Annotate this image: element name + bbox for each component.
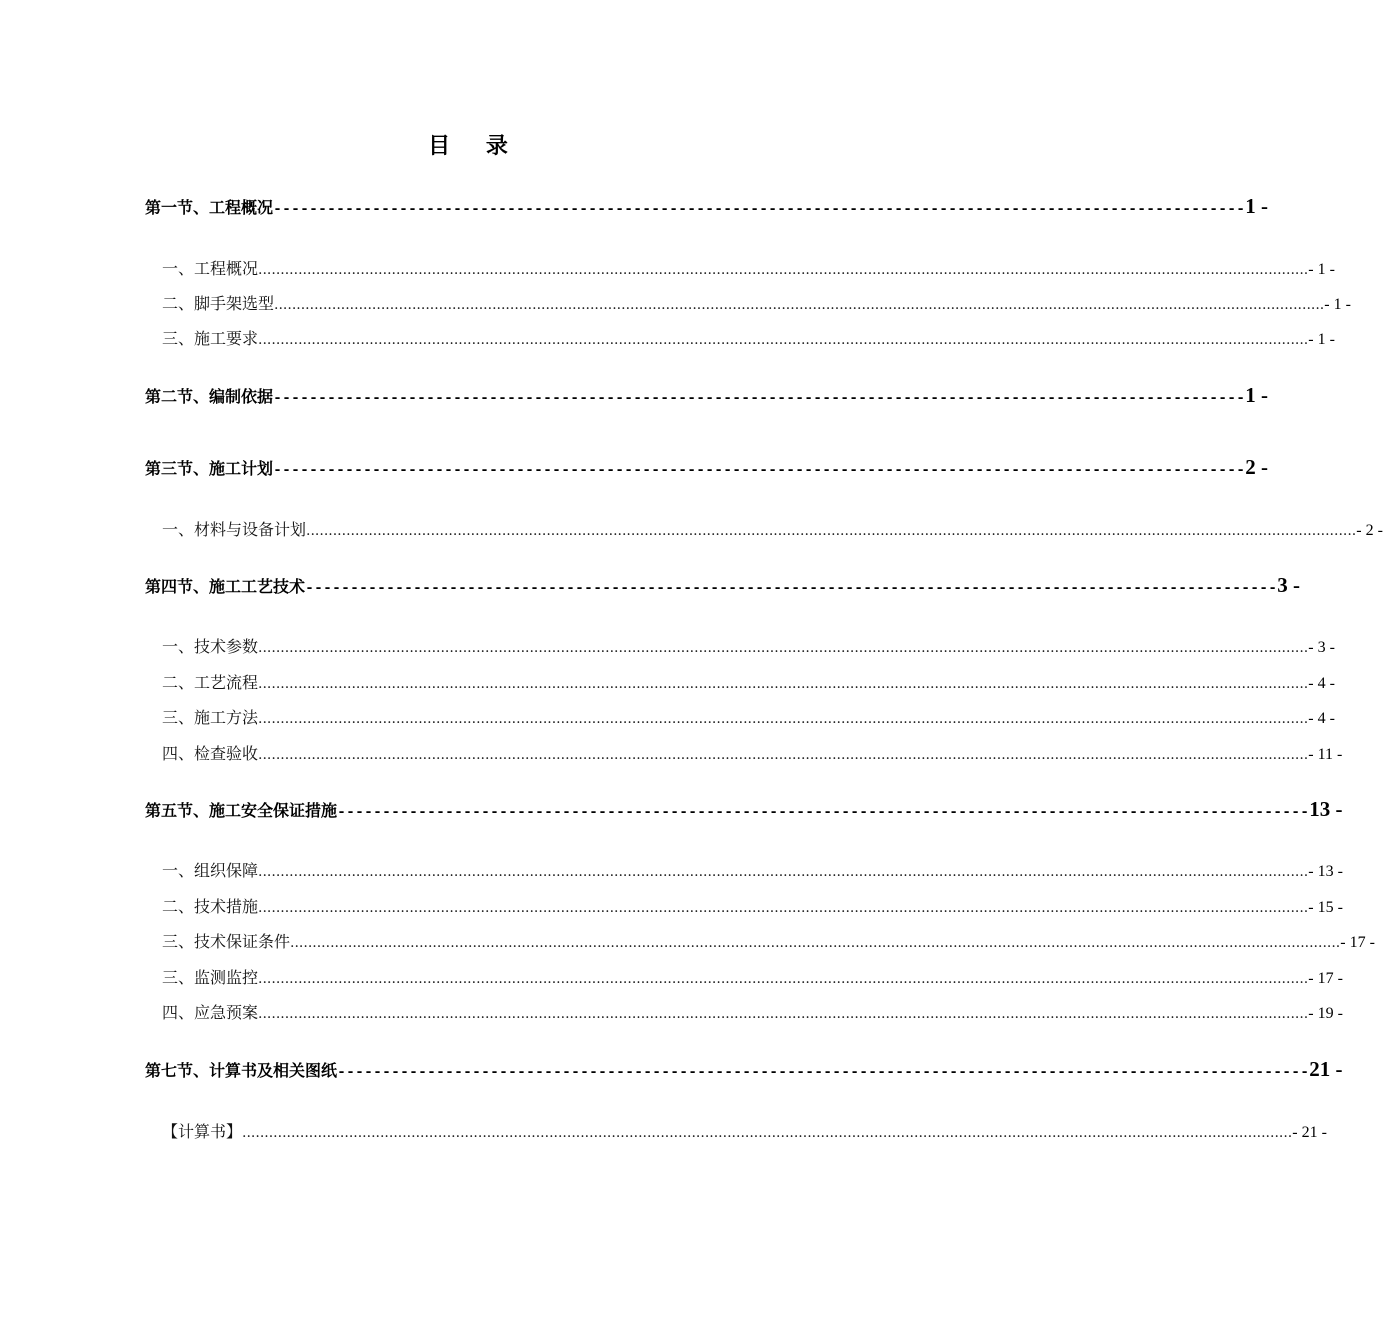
toc-leader: ............................................................................................................................................................................................................................................ [258,640,1309,656]
toc-item[interactable] [162,741,1343,765]
toc-leader: ------------------------------------------------------------------------------------------------------------ [337,804,1310,821]
toc-leader: ............................................................................................................................................................................................................................................ [258,900,1309,916]
toc-entry-label: 第一节、工程概况 [145,198,274,217]
toc-item[interactable] [162,256,1335,280]
toc-item[interactable] [162,705,1335,729]
toc-page-number: - 3 - [1308,639,1335,656]
toc-leader: ------------------------------------------------------------------------------------------------------------ [337,1064,1310,1081]
toc-section-7[interactable] [145,1057,1343,1087]
toc-entry-label: 三、施工要求 [162,329,259,348]
toc-entry-label: 二、工艺流程 [162,673,259,692]
toc-section-1[interactable] [145,194,1268,224]
toc-item[interactable] [162,291,1351,315]
toc-leader: ............................................................................................................................................................................................................................................ [242,1125,1293,1141]
toc-entry-label: 二、技术措施 [162,897,259,916]
toc-page-number: - 1 - [1308,331,1335,348]
toc-entry-label: 一、技术参数 [162,637,259,656]
toc-page-number: 1 - [1245,383,1268,407]
toc-entry-label: 四、检查验收 [162,744,259,763]
toc-item[interactable] [162,634,1335,658]
toc-entry-label: 第五节、施工安全保证措施 [145,801,338,820]
toc-item[interactable] [162,858,1343,882]
page-title: 目 录 [428,133,522,159]
toc-page-number: - 4 - [1308,675,1335,692]
toc-page-number: 3 - [1277,573,1300,597]
toc-leader: ............................................................................................................................................................................................................................................ [274,297,1325,313]
toc-section-4[interactable] [145,573,1300,603]
toc-item[interactable] [162,326,1335,350]
toc-page-number: - 17 - [1308,970,1343,987]
toc-page-number: - 11 - [1308,746,1343,763]
toc-leader: ............................................................................................................................................................................................................................................ [258,332,1309,348]
toc-item[interactable] [162,1119,1327,1143]
toc-section-5[interactable] [145,797,1343,827]
toc-entry-label: 【计算书】 [162,1122,243,1141]
toc-page-number: 21 - [1309,1057,1343,1081]
toc-entry-label: 第四节、施工工艺技术 [145,577,306,596]
toc-item[interactable] [162,929,1375,953]
toc-leader: ............................................................................................................................................................................................................................................ [258,676,1309,692]
toc-page-number: 2 - [1245,455,1268,479]
toc-entry-label: 四、应急预案 [162,1003,259,1022]
toc-page-number: - 1 - [1324,296,1351,313]
toc-item[interactable] [162,894,1343,918]
toc-leader: ............................................................................................................................................................................................................................................ [258,1006,1309,1022]
toc-leader: ............................................................................................................................................................................................................................................ [258,971,1309,987]
toc-leader: ............................................................................................................................................................................................................................................ [258,711,1309,727]
toc-leader: ............................................................................................................................................................................................................................................ [258,747,1309,763]
toc-page-number: - 4 - [1308,710,1335,727]
toc-section-3[interactable] [145,455,1268,485]
toc-page-number: - 1 - [1308,261,1335,278]
toc-leader: ............................................................................................................................................................................................................................................ [258,262,1309,278]
toc-page-number: - 19 - [1308,1005,1343,1022]
toc-entry-label: 第七节、计算书及相关图纸 [145,1061,338,1080]
toc-entry-label: 一、材料与设备计划 [162,520,307,539]
toc-section-2[interactable] [145,383,1268,413]
toc-page-number: - 15 - [1308,899,1343,916]
toc-item[interactable] [162,965,1343,989]
toc-page-number: 1 - [1245,194,1268,218]
toc-page-number: - 17 - [1340,934,1375,951]
toc-leader: ------------------------------------------------------------------------------------------------------------ [273,462,1246,479]
toc-entry-label: 二、脚手架选型 [162,294,275,313]
toc-entry-label: 第二节、编制依据 [145,387,274,406]
toc-leader: ------------------------------------------------------------------------------------------------------------ [273,390,1246,407]
toc-entry-label: 三、技术保证条件 [162,932,291,951]
toc-page-number: - 13 - [1308,863,1343,880]
toc-leader: ------------------------------------------------------------------------------------------------------------ [273,201,1246,218]
toc-page-number: - 21 - [1292,1124,1327,1141]
toc-page-number: - 2 - [1356,522,1383,539]
toc-item[interactable] [162,1000,1343,1024]
toc-page-number: 13 - [1309,797,1343,821]
toc-entry-label: 三、监测监控 [162,968,259,987]
toc-leader: ............................................................................................................................................................................................................................................ [290,935,1341,951]
toc-item[interactable] [162,517,1383,541]
toc-entry-label: 三、施工方法 [162,708,259,727]
toc-entry-label: 一、组织保障 [162,861,259,880]
toc-item[interactable] [162,670,1335,694]
toc-entry-label: 一、工程概况 [162,259,259,278]
toc-leader: ------------------------------------------------------------------------------------------------------------ [305,580,1278,597]
toc-leader: ............................................................................................................................................................................................................................................ [258,864,1309,880]
toc-entry-label: 第三节、施工计划 [145,459,274,478]
toc-leader: ............................................................................................................................................................................................................................................ [306,523,1357,539]
